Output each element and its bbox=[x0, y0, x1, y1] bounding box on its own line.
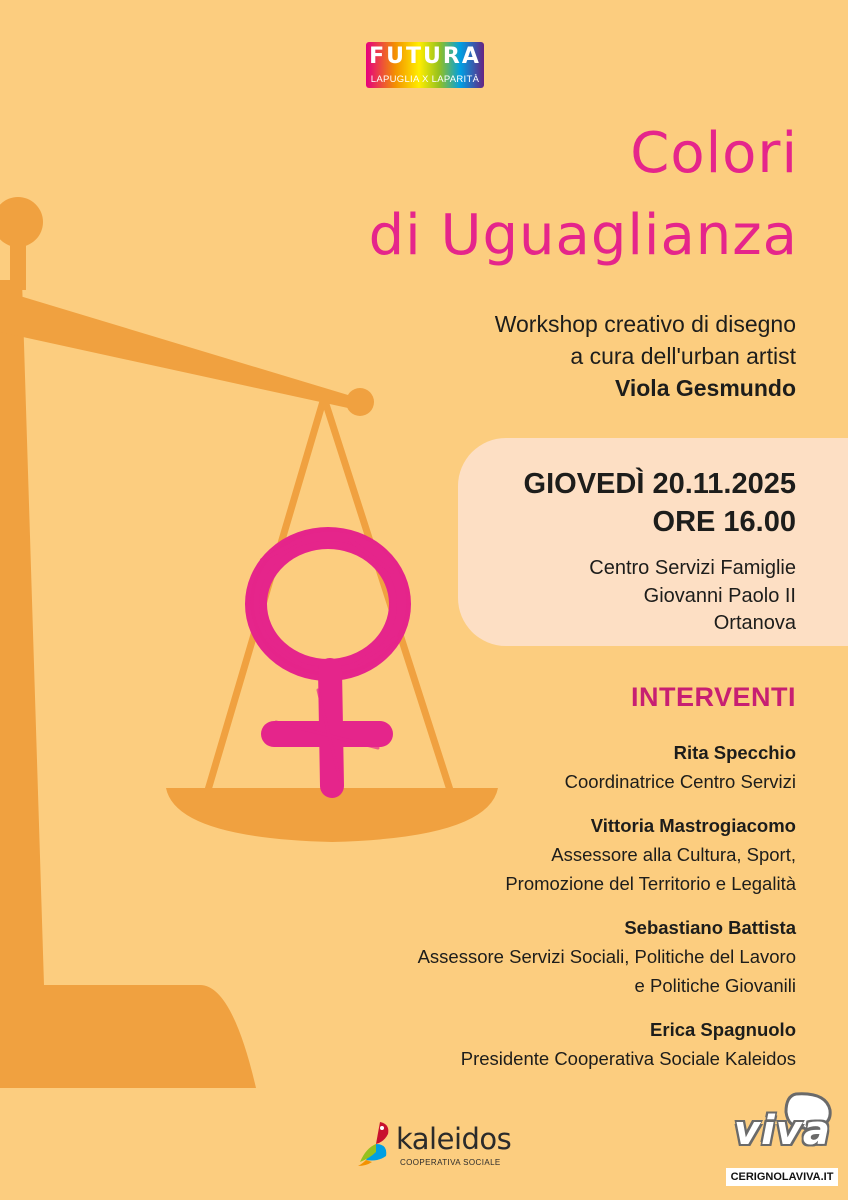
page-title-line2: di Uguaglianza bbox=[368, 203, 798, 268]
speaker-name: Sebastiano Battista bbox=[624, 917, 796, 938]
speakers-list bbox=[196, 739, 796, 1089]
scale-beam-knob bbox=[346, 388, 374, 416]
interventi-heading: INTERVENTI bbox=[630, 682, 796, 712]
page-title-line1: Colori bbox=[630, 121, 798, 186]
speaker-name: Erica Spagnuolo bbox=[650, 1019, 796, 1040]
speaker-role: Coordinatrice Centro Servizi bbox=[564, 771, 796, 792]
intro-line1: Workshop creativo di disegno bbox=[494, 311, 796, 337]
speaker-item bbox=[196, 812, 796, 898]
viva-url: CERIGNOLAVIVA.IT bbox=[726, 1168, 838, 1186]
speaker-role: Assessore alla Cultura, Sport, bbox=[551, 844, 796, 865]
speaker-item bbox=[196, 1016, 796, 1073]
venue-line1: Centro Servizi Famiglie bbox=[589, 557, 796, 579]
viva-word: viva bbox=[734, 1108, 831, 1154]
event-venue bbox=[589, 555, 796, 638]
kaleidos-logo bbox=[352, 1118, 512, 1170]
venue-city: Ortanova bbox=[713, 612, 796, 634]
speaker-item bbox=[196, 739, 796, 796]
kaleidos-name: kaleidos bbox=[396, 1122, 512, 1156]
venue-line2: Giovanni Paolo II bbox=[643, 584, 796, 607]
kaleidos-subtitle: COOPERATIVA SOCIALE bbox=[400, 1158, 501, 1167]
futura-logo-tagline: LAPUGLIA X LAPARITÀ bbox=[370, 74, 480, 85]
scale-top-knob bbox=[0, 197, 43, 247]
speaker-role: Assessore Servizi Sociali, Politiche del Lavoro bbox=[417, 946, 796, 967]
artist-name: Viola Gesmundo bbox=[614, 375, 796, 401]
futura-logo-word: FUTURA bbox=[369, 44, 481, 69]
speaker-name: Rita Specchio bbox=[673, 742, 796, 763]
speaker-name: Vittoria Mastrogiacomo bbox=[590, 815, 796, 836]
futura-logo bbox=[366, 42, 484, 88]
viva-watermark bbox=[726, 1088, 838, 1188]
speaker-role: Promozione del Territorio e Legalità bbox=[505, 873, 796, 894]
intro-line2: a cura dell'urban artist bbox=[570, 343, 796, 369]
speaker-item bbox=[196, 914, 796, 1000]
event-date: GIOVEDÌ 20.11.2025 bbox=[523, 468, 796, 500]
kaleidos-bird-icon bbox=[354, 1118, 398, 1168]
speaker-role: Presidente Cooperativa Sociale Kaleidos bbox=[460, 1048, 796, 1069]
workshop-intro bbox=[495, 308, 796, 404]
scale-beam bbox=[0, 290, 348, 408]
speaker-role: e Politiche Giovanili bbox=[634, 975, 796, 996]
event-time: ORE 16.00 bbox=[652, 506, 796, 538]
